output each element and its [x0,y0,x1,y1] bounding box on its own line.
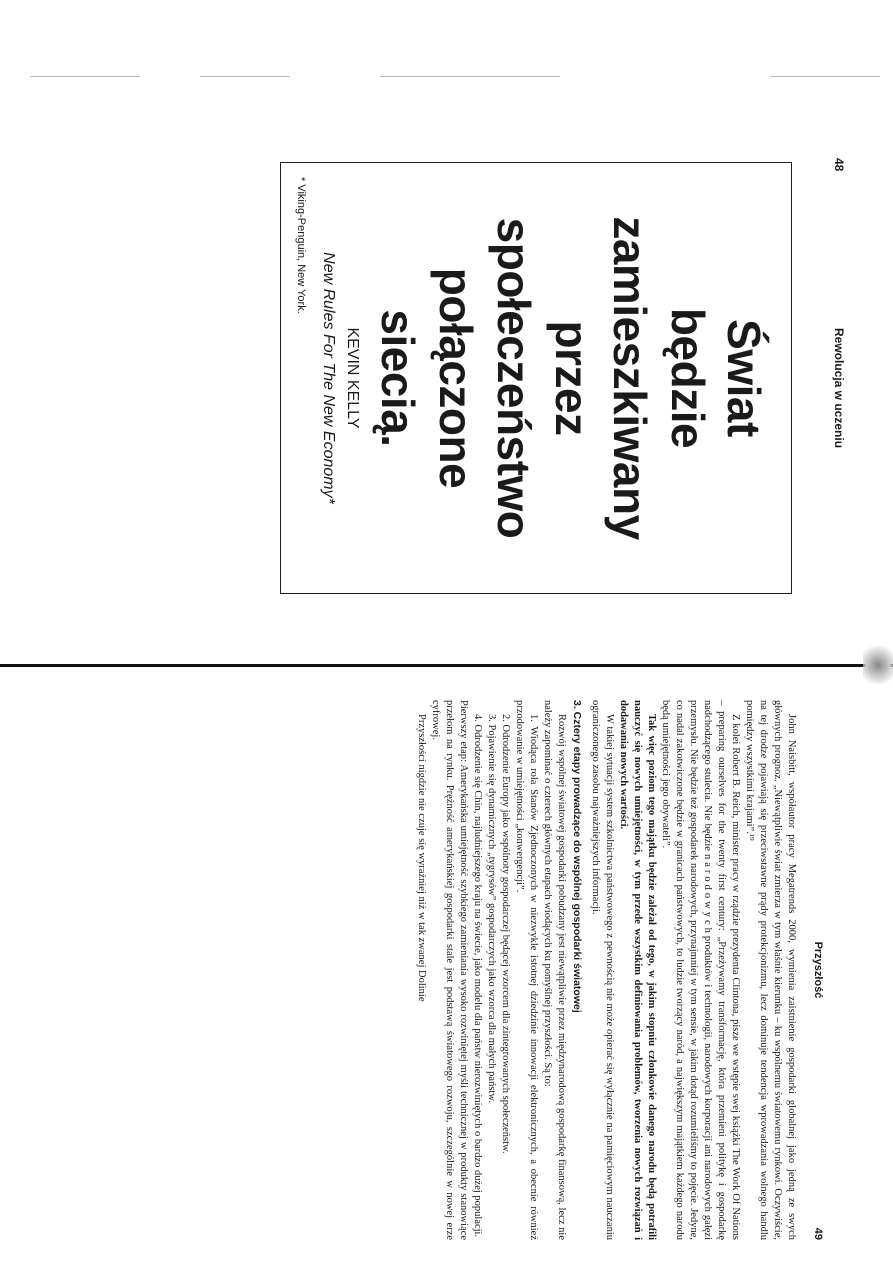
left-page [64,122,854,682]
list-item: 2. Odrodzenie Europy jako wspólnoty gospodarczej będącej wzorcem dla zintegrowanych społeczeństw. [500,714,511,1154]
left-page-header [826,158,846,638]
quote-line: Świat [718,319,770,437]
quote-line: zamieszkiwany [604,216,656,540]
quote-line: będzie [662,307,714,449]
paragraph: Pierwszy etap: Amerykańska umiejętność szybkiego zamieniania wysoko rozwiniętej myśli technicznej w produkty stanowiące przełom na rynku. Prężność amerykańskiej gospodarki stale jest podstawą światowego rozwoju, szczególnie w nowej erze cyfrowej. [430,700,469,1240]
list-item: 3. Pojawienie się dynamicznych „tygrysów” gospodarczych jako wzorca dla małych państw. [486,714,497,1103]
gutter-line [0,664,893,667]
page-number: 48 [832,158,846,172]
quote-line: siecią. [372,309,424,447]
quote-box [280,162,792,594]
scan-smudge [863,640,893,690]
section-heading: 3. Cztery etapy prowadzące do wspólnej gospodarki światowej [571,700,583,1013]
list-item: 1. Wiodąca rola Stanów Zjednoczonych w niezwykle istotnej dziedzinie innowacji elektronicznych, a obecnie również przodowanie w umiejętności „konwergencji”. [514,700,539,1240]
footnote: * Viking-Penguin, New York. [295,177,307,314]
paragraph: W takiej sytuacji system szkolnictwa państwowego z pewnością nie może opierać się wyłącznie na pamięciowym nauczaniu ograniczonego zasobu najważniejszych informacji. [590,700,615,1240]
right-page-header [806,700,824,1240]
quote-source-book: New Rules For The New Economy* [320,252,337,504]
page-number: 49 [812,1227,824,1240]
quote-line: społeczeństwo [488,217,540,539]
quote-author: KEVIN KELLY [344,327,361,429]
list-item: 4. Odrodzenie się Chin, najludniejszego kraju na świecie, jako modelu dla państw nierozwiniętych o bardzo dużej populacji. [472,714,483,1238]
page-gutter [0,660,893,672]
running-head: Rewolucja w uczeniu [832,328,846,449]
running-head: Przyszłość [812,941,824,999]
paragraph: Z kolei Robert B. Reich, minister pracy w rządzie prezydenta Clintona, pisze we wstępie swej książki The Work Of Nations – preparing ourselves for the twenty first century: „Przeżywamy transformację, która przemieni politykę i gospodarkę nadchodzącego stulecia. Nie będzie n a r o d o w y c h produktów i technologii, narodowych korporacji ani narodowych gałęzi przemysłu. Nie będzie też gospodarek narodowych, przynajmniej w tym sensie, w jakim dotąd rozumieliśmy to pojęcie. Jedyne, co nadal zakotwiczone będzie w granicach państwowych, to ludzie tworzący naród, a największym majątkiem każdego narodu będą umiejętności jego obywateli”. [660,700,741,1240]
quote-line: przez [546,320,598,436]
paragraph: Przyszłości nigdzie nie czuje się wyraźniej niż w tak zwanej Dolinie [416,714,427,1002]
paragraph: Tak więc poziom tego majątku będzie zależał od tego, w jakim stopniu członkowie danego narodu będą potrafili nauczyć się nowych umiejętności, w tym przede wszystkim definiowania problemów, tworzenia nowych rozwiązań i dodawania nowych wartości. [618,700,657,1240]
paragraph: John Naisbitt, współautor pracy Megatrends 2000, wymienia zaistnienie gospodarki globalnej jako jedną ze swych głównych prognoz. „Niewątpliwie świat zmierza w tym właśnie kierunku – ku wspólnemu światowemu rynkowi. Oczywiście, na tej drodze pojawiają się przeciwstawne prądy protekcjonizmu, lecz dominuje tendencja wprowadzania wolnego handlu pomiędzy wszystkimi krajami”.¹⁹ [744,700,797,1240]
paragraph: Rozwój wspólnej światowej gospodarki pobudzany jest niewątpliwie przez międzynarodową gospodarkę finansową, lecz nie należy zapominać o czterech głównych etapach wiodących ku pomyślnej przyszłości. Są to: [542,700,567,1240]
right-page [84,700,824,1240]
body-text [414,700,798,1240]
scan-edge-line [30,76,880,78]
quote-line: połączone [430,267,482,489]
